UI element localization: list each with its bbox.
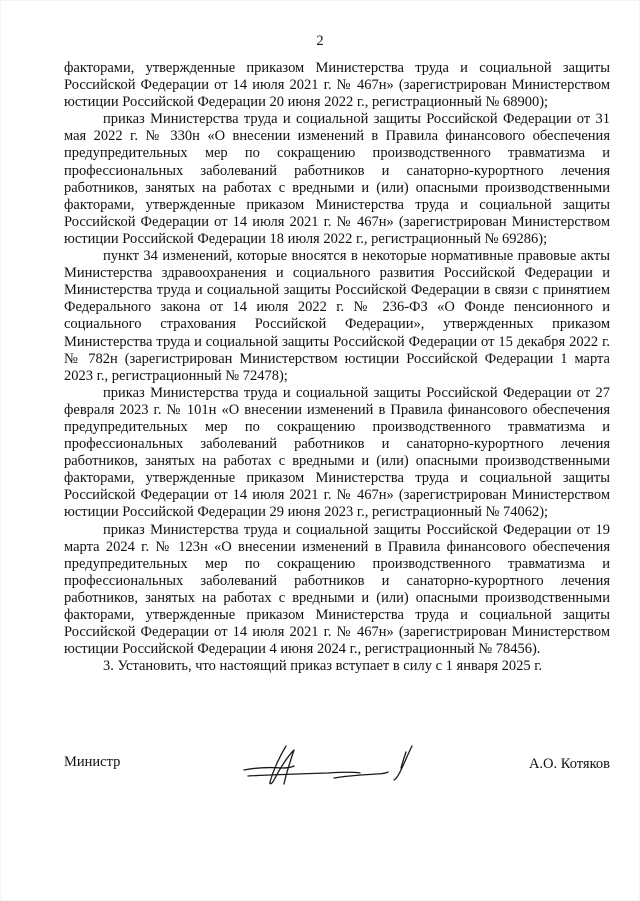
document-body (64, 60, 610, 675)
page-number: 2 (316, 33, 324, 49)
paragraph-order-123n: приказ Министерства труда и социальной защиты Российской Федерации от 19 марта 2024 г. № 123н «О внесении изменений в Правила финансового обеспечения предупредительных мер по сокращению производственного травматизма и профессиональных заболеваний работников и санаторно-курортного лечения работников, занятых на работах с вредными и (или) опасными производственными факторами, утвержденные приказом Министерства труда и социальной защиты Российской Федерации от 14 июля 2021 г. № 467н» (зарегистрирован Министерством юстиции Российской Федерации 4 июня 2024 г., регистрационный № 78456). (64, 521, 610, 658)
paragraph-effective-date: 3. Установить, что настоящий приказ вступает в силу с 1 января 2025 г. (103, 658, 543, 675)
signatory-name: А.О. Котяков (528, 756, 610, 772)
paragraph-order-330n: приказ Министерства труда и социальной защиты Российской Федерации от 31 мая 2022 г. № 330н «О внесении изменений в Правила финансового обеспечения предупредительных мер по сокращению производственного травматизма и профессиональных заболеваний работников и санаторно-курортного лечения работников, занятых на работах с вредными и (или) опасными производственными факторами, утвержденные приказом Министерства труда и социальной защиты Российской Федерации от 14 июля 2021 г. № 467н» (зарегистрирован Министерством юстиции Российской Федерации 18 июля 2022 г., регистрационный № 69286); (64, 111, 610, 247)
handwritten-signature-icon (236, 742, 426, 788)
signatory-title: Министр (64, 754, 121, 770)
paragraph-item-34: пункт 34 изменений, которые вносятся в некоторые нормативные правовые акты Министерства здравоохранения и социального развития Российской Федерации и Министерства труда и социальной защиты Российской Федерации в связи с принятием Федерального закона от 14 июля 2022 г. № 236-ФЗ «О Фонде пенсионного и социального страхования Российской Федерации», утвержденных приказом Министерства труда и социальной защиты Российской Федерации от 15 декабря 2022 г. № 782н (зарегистрирован Министерством юстиции Российской Федерации 1 марта 2023 г., регистрационный № 72478); (64, 248, 610, 384)
paragraph-continuation: факторами, утвержденные приказом Министерства труда и социальной защиты Российской Федерации от 14 июля 2021 г. № 467н» (зарегистрирован Министерством юстиции Российской Федерации 20 июня 2022 г., регистрационный № 68900); (64, 60, 610, 111)
signature-block (64, 750, 610, 790)
paragraph-order-101n: приказ Министерства труда и социальной защиты Российской Федерации от 27 февраля 2023 г. № 101н «О внесении изменений в Правила финансового обеспечения предупредительных мер по сокращению производственного травматизма и профессиональных заболеваний работников и санаторно-курортного лечения работников, занятых на работах с вредными и (или) опасными производственными факторами, утвержденные приказом Министерства труда и социальной защиты Российской Федерации от 14 июля 2021 г. № 467н» (зарегистрирован Министерством юстиции Российской Федерации 29 июня 2023 г., регистрационный № 74062); (64, 384, 610, 521)
